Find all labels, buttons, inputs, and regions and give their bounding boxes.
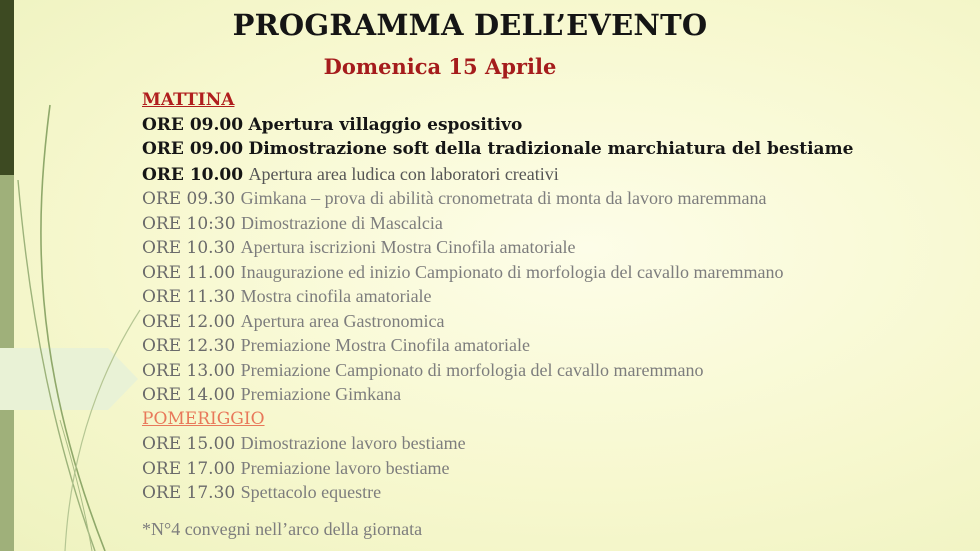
program-item xyxy=(142,235,853,260)
program-item xyxy=(142,186,853,211)
program-time: ORE 17.30 xyxy=(142,483,236,503)
program-time: ORE 11.00 xyxy=(142,262,236,283)
decorative-lines xyxy=(0,0,160,551)
program-item xyxy=(142,137,853,162)
program-time: ORE 09.00 xyxy=(142,114,244,135)
program-description: Inaugurazione ed inizio Campionato di morfologia del cavallo maremmano xyxy=(240,261,784,282)
program-item xyxy=(142,358,853,383)
program-description: Apertura area ludica con laboratori creativi xyxy=(248,163,559,184)
program-time: ORE 09.30 xyxy=(142,189,236,209)
footnote: *N°4 convegni nell’arco della giornata xyxy=(142,519,423,539)
program-time: ORE 13.00 xyxy=(142,360,236,381)
program-list xyxy=(142,88,853,505)
event-date: Domenica 15 Aprile xyxy=(323,54,557,79)
program-time: ORE 12.30 xyxy=(142,336,236,356)
program-description: Gimkana – prova di abilità cronometrata di monta da lavoro maremmana xyxy=(240,188,767,208)
program-item xyxy=(142,431,853,456)
program-description: Premiazione Gimkana xyxy=(240,384,402,404)
program-description: Premiazione Mostra Cinofila amatoriale xyxy=(240,335,531,355)
program-item xyxy=(142,284,853,309)
program-time: ORE 17.00 xyxy=(142,458,236,479)
program-time: ORE 15.00 xyxy=(142,434,236,454)
program-item xyxy=(142,309,853,334)
program-description: Dimostrazione lavoro bestiame xyxy=(240,433,466,453)
program-time: ORE 10.30 xyxy=(142,238,236,258)
program-description: Mostra cinofila amatoriale xyxy=(240,286,432,306)
program-description: Premiazione lavoro bestiame xyxy=(240,457,450,478)
program-item xyxy=(142,260,853,285)
program-item xyxy=(142,211,853,236)
program-description: Apertura villaggio espositivo xyxy=(248,114,523,135)
program-item xyxy=(142,382,853,407)
program-description: Apertura iscrizioni Mostra Cinofila amatoriale xyxy=(240,237,576,257)
program-item xyxy=(142,113,853,138)
program-description: Dimostrazione di Mascalcia xyxy=(240,212,443,233)
section-heading-afternoon: POMERIGGIO xyxy=(142,408,265,429)
program-item xyxy=(142,333,853,358)
program-item xyxy=(142,456,853,481)
program-time: ORE 10:30 xyxy=(142,213,236,234)
program-item xyxy=(142,480,853,505)
section-heading-morning: MATTINA xyxy=(142,90,235,110)
program-time: ORE 11.30 xyxy=(142,287,236,307)
program-time: ORE 12.00 xyxy=(142,311,236,332)
program-description: Premiazione Campionato di morfologia del cavallo maremmano xyxy=(240,359,704,380)
page-title: PROGRAMMA DELL’EVENTO xyxy=(232,8,708,42)
program-time: ORE 09.00 xyxy=(142,139,244,159)
program-item xyxy=(142,162,853,187)
program-time: ORE 14.00 xyxy=(142,385,236,405)
program-description: Apertura area Gastronomica xyxy=(240,310,445,331)
program-time: ORE 10.00 xyxy=(142,164,244,185)
program-description: Spettacolo equestre xyxy=(240,482,382,502)
program-description: Dimostrazione soft della tradizionale marchiatura del bestiame xyxy=(248,139,854,159)
